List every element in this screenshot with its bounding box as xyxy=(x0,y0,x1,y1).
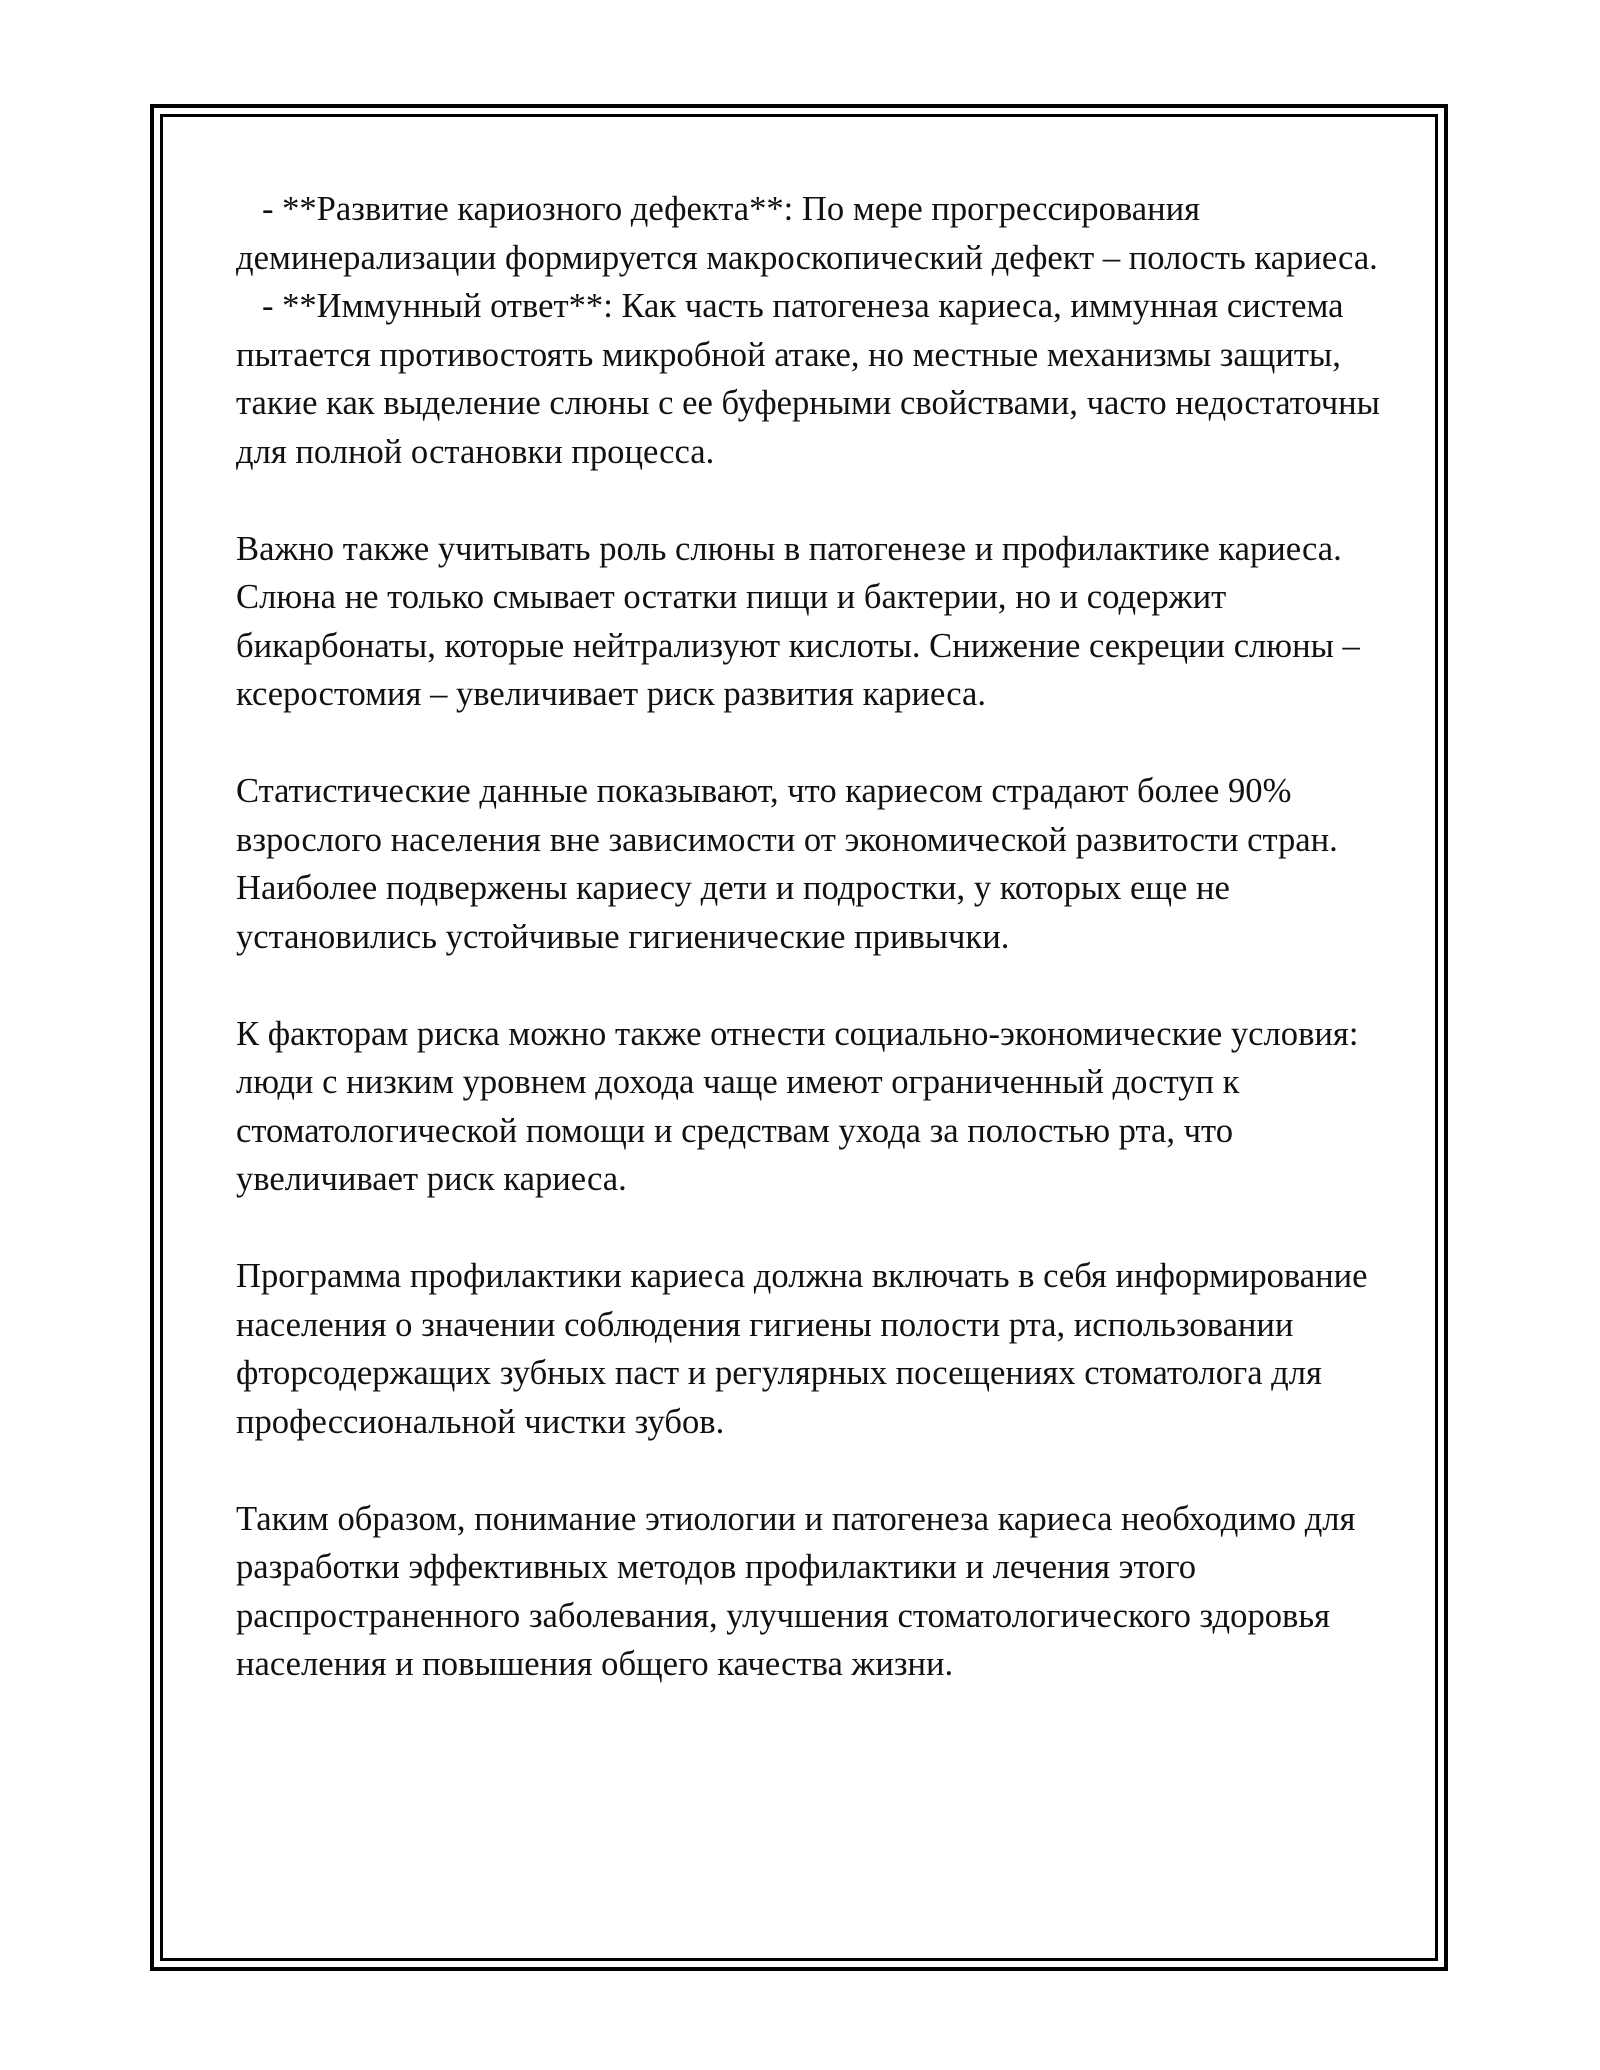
paragraph-risk-factors: К факторам риска можно также отнести социально-экономические условия: люди с низким уровнем дохода чаще имеют ограниченный доступ к стоматологической помощи и средствам ухода за полостью рта, что увеличивает риск кариеса. xyxy=(236,1014,1368,1198)
paragraph-caries-defect: - **Развитие кариозного дефекта**: По мере прогрессирования деминерализации формируется макроскопический дефект – полость кариеса. xyxy=(236,190,1378,277)
paragraph-conclusion: Таким образом, понимание этиологии и патогенеза кариеса необходимо для разработки эффективных методов профилактики и лечения этого распространенного заболевания, улучшения стоматологического здоровья населения и повышения общего качества жизни. xyxy=(236,1499,1365,1683)
paragraph-saliva-role: Важно также учитывать роль слюны в патогенезе и профилактике кариеса. Слюна не только смывает остатки пищи и бактерии, но и содержит бикарбонаты, которые нейтрализуют кислоты. Снижение секреции слюны – ксеростомия – увеличивает риск развития кариеса. xyxy=(236,529,1369,713)
document-body xyxy=(236,185,1389,1689)
paragraph-immune-response: - **Иммунный ответ**: Как часть патогенеза кариеса, иммунная система пытается противостоять микробной атаке, но местные механизмы защиты, такие как выделение слюны с ее буферными свойствами, часто недостаточны для полной остановки процесса. xyxy=(236,287,1389,471)
paragraph-prevention-program: Программа профилактики кариеса должна включать в себя информирование населения о значении соблюдения гигиены полости рта, использовании фторсодержащих зубных паст и регулярных посещениях стоматолога для профессиональной чистки зубов. xyxy=(236,1257,1377,1441)
paragraph-statistics: Статистические данные показывают, что кариесом страдают более 90% взрослого населения вне зависимости от экономической развитости стран. Наиболее подвержены кариесу дети и подростки, у которых еще не установились устойчивые гигиенические привычки. xyxy=(236,772,1347,956)
